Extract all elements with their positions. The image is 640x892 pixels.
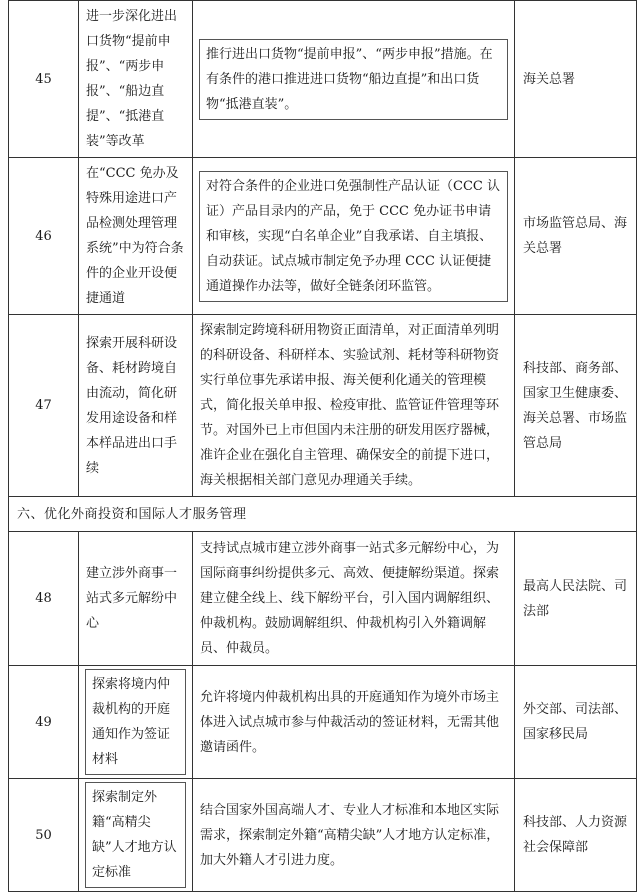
- table-row: [9, 158, 637, 315]
- table-row: [9, 779, 637, 892]
- policy-measures-table: [8, 0, 637, 892]
- department-text: 市场监管总局、海关总署: [523, 216, 628, 256]
- measure-cell: [79, 779, 193, 892]
- description-text: 推行进出口货物“提前申报”、“两步申报”措施。在有条件的港口推进进口货物“船边直提”和出口货物“抵港直装”。: [206, 46, 493, 112]
- row-number: 50: [35, 827, 52, 843]
- description-cell: [193, 779, 515, 892]
- measure-cell: [79, 158, 193, 315]
- department-text: 科技部、人力资源社会保障部: [523, 815, 628, 855]
- department-cell: [515, 1, 637, 158]
- section-header-row: [9, 497, 637, 532]
- row-number-cell: [9, 1, 79, 158]
- department-cell: [515, 779, 637, 892]
- row-number: 49: [35, 714, 52, 730]
- measure-title: 探索制定外籍“高精尖缺”人才地方认定标准: [92, 790, 177, 880]
- row-number: 48: [35, 591, 52, 606]
- measure-title: 在“CCC 免办及特殊用途进口产品检测处理管理系统”中为符合条件的企业开设便捷通道: [86, 166, 184, 306]
- row-number-cell: [9, 532, 79, 666]
- description-cell: [193, 532, 515, 666]
- description-text: 允许将境内仲裁机构出具的开庭通知作为境外市场主体进入试点城市参与仲裁活动的签证材料，无需其他邀请函件。: [200, 689, 500, 755]
- measure-cell: [79, 315, 193, 497]
- department-text: 海关总署: [523, 71, 576, 87]
- description-box: [199, 171, 508, 302]
- row-number-cell: [9, 158, 79, 315]
- department-cell: [515, 532, 637, 666]
- section-title: 六、优化外商投资和国际人才服务管理: [17, 506, 247, 522]
- measure-cell: [79, 532, 193, 666]
- description-text: 结合国家外国高端人才、专业人才标准和本地区实际需求，探索制定外籍“高精尖缺”人才地方认定标准，加大外籍人才引进力度。: [200, 802, 500, 868]
- row-number: 46: [35, 228, 52, 244]
- department-text: 科技部、商务部、国家卫生健康委、海关总署、市场监管总局: [523, 360, 628, 451]
- row-number-cell: [9, 779, 79, 892]
- measure-cell: [79, 666, 193, 779]
- department-text: 最高人民法院、司法部: [523, 578, 628, 619]
- department-cell: [515, 666, 637, 779]
- row-number-cell: [9, 666, 79, 779]
- measure-title: 进一步深化进出口货物“提前申报”、“两步申报”、“船边直提”、“抵港直装”等改革: [86, 9, 178, 149]
- row-number-cell: [9, 315, 79, 497]
- description-text: 支持试点城市建立涉外商事一站式多元解纷中心，为国际商事纠纷提供多元、高效、便捷解纷渠道。探索建立健全线上、线下解纷平台，引入国内调解组织、仲裁机构。鼓励调解组织、仲裁机构引入外籍调解员、仲裁员。: [200, 541, 500, 656]
- row-number: 47: [35, 398, 52, 413]
- description-cell: [193, 315, 515, 497]
- table-row: [9, 1, 637, 158]
- measure-title: 探索将境内仲裁机构的开庭通知作为签证材料: [92, 677, 171, 767]
- description-cell: [193, 1, 515, 158]
- department-cell: [515, 315, 637, 497]
- department-text: 外交部、司法部、国家移民局: [523, 702, 628, 742]
- section-header-cell: [9, 497, 637, 532]
- description-cell: [193, 666, 515, 779]
- description-box: [199, 39, 508, 120]
- row-number: 45: [35, 71, 52, 87]
- table-row: [9, 315, 637, 497]
- table-row: [9, 666, 637, 779]
- measure-title: 建立涉外商事一站式多元解纷中心: [86, 566, 178, 631]
- table-row: [9, 532, 637, 666]
- measure-box: [85, 782, 186, 888]
- department-cell: [515, 158, 637, 315]
- measure-cell: [79, 1, 193, 158]
- measure-box: [85, 669, 186, 775]
- measure-title: 探索开展科研设备、耗材跨境自由流动，简化研发用途设备和样本样品进出口手续: [86, 335, 178, 476]
- description-text: 探索制定跨境科研用物资正面清单，对正面清单列明的科研设备、科研样本、实验试剂、耗材等科研物资实行单位事先承诺申报、海关便利化通关的管理模式，简化报关单申报、检疫审批、监管证件管理等环节。对国外已上市但国内未注册的研发用医疗器械，准许企业在强化自主管理、确保安全的前提下进口，海关根据相关部门意见办理通关手续。: [200, 323, 500, 488]
- description-text: 对符合条件的企业进口免强制性产品认证（CCC 认证）产品目录内的产品，免于 CCC 免办证书申请和审核，实现“白名单企业”自我承诺、自主填报、自动获证。试点城市制定免予办理 CCC 认证便捷通道操作办法等，做好全链条闭环监管。: [206, 178, 500, 294]
- description-cell: [193, 158, 515, 315]
